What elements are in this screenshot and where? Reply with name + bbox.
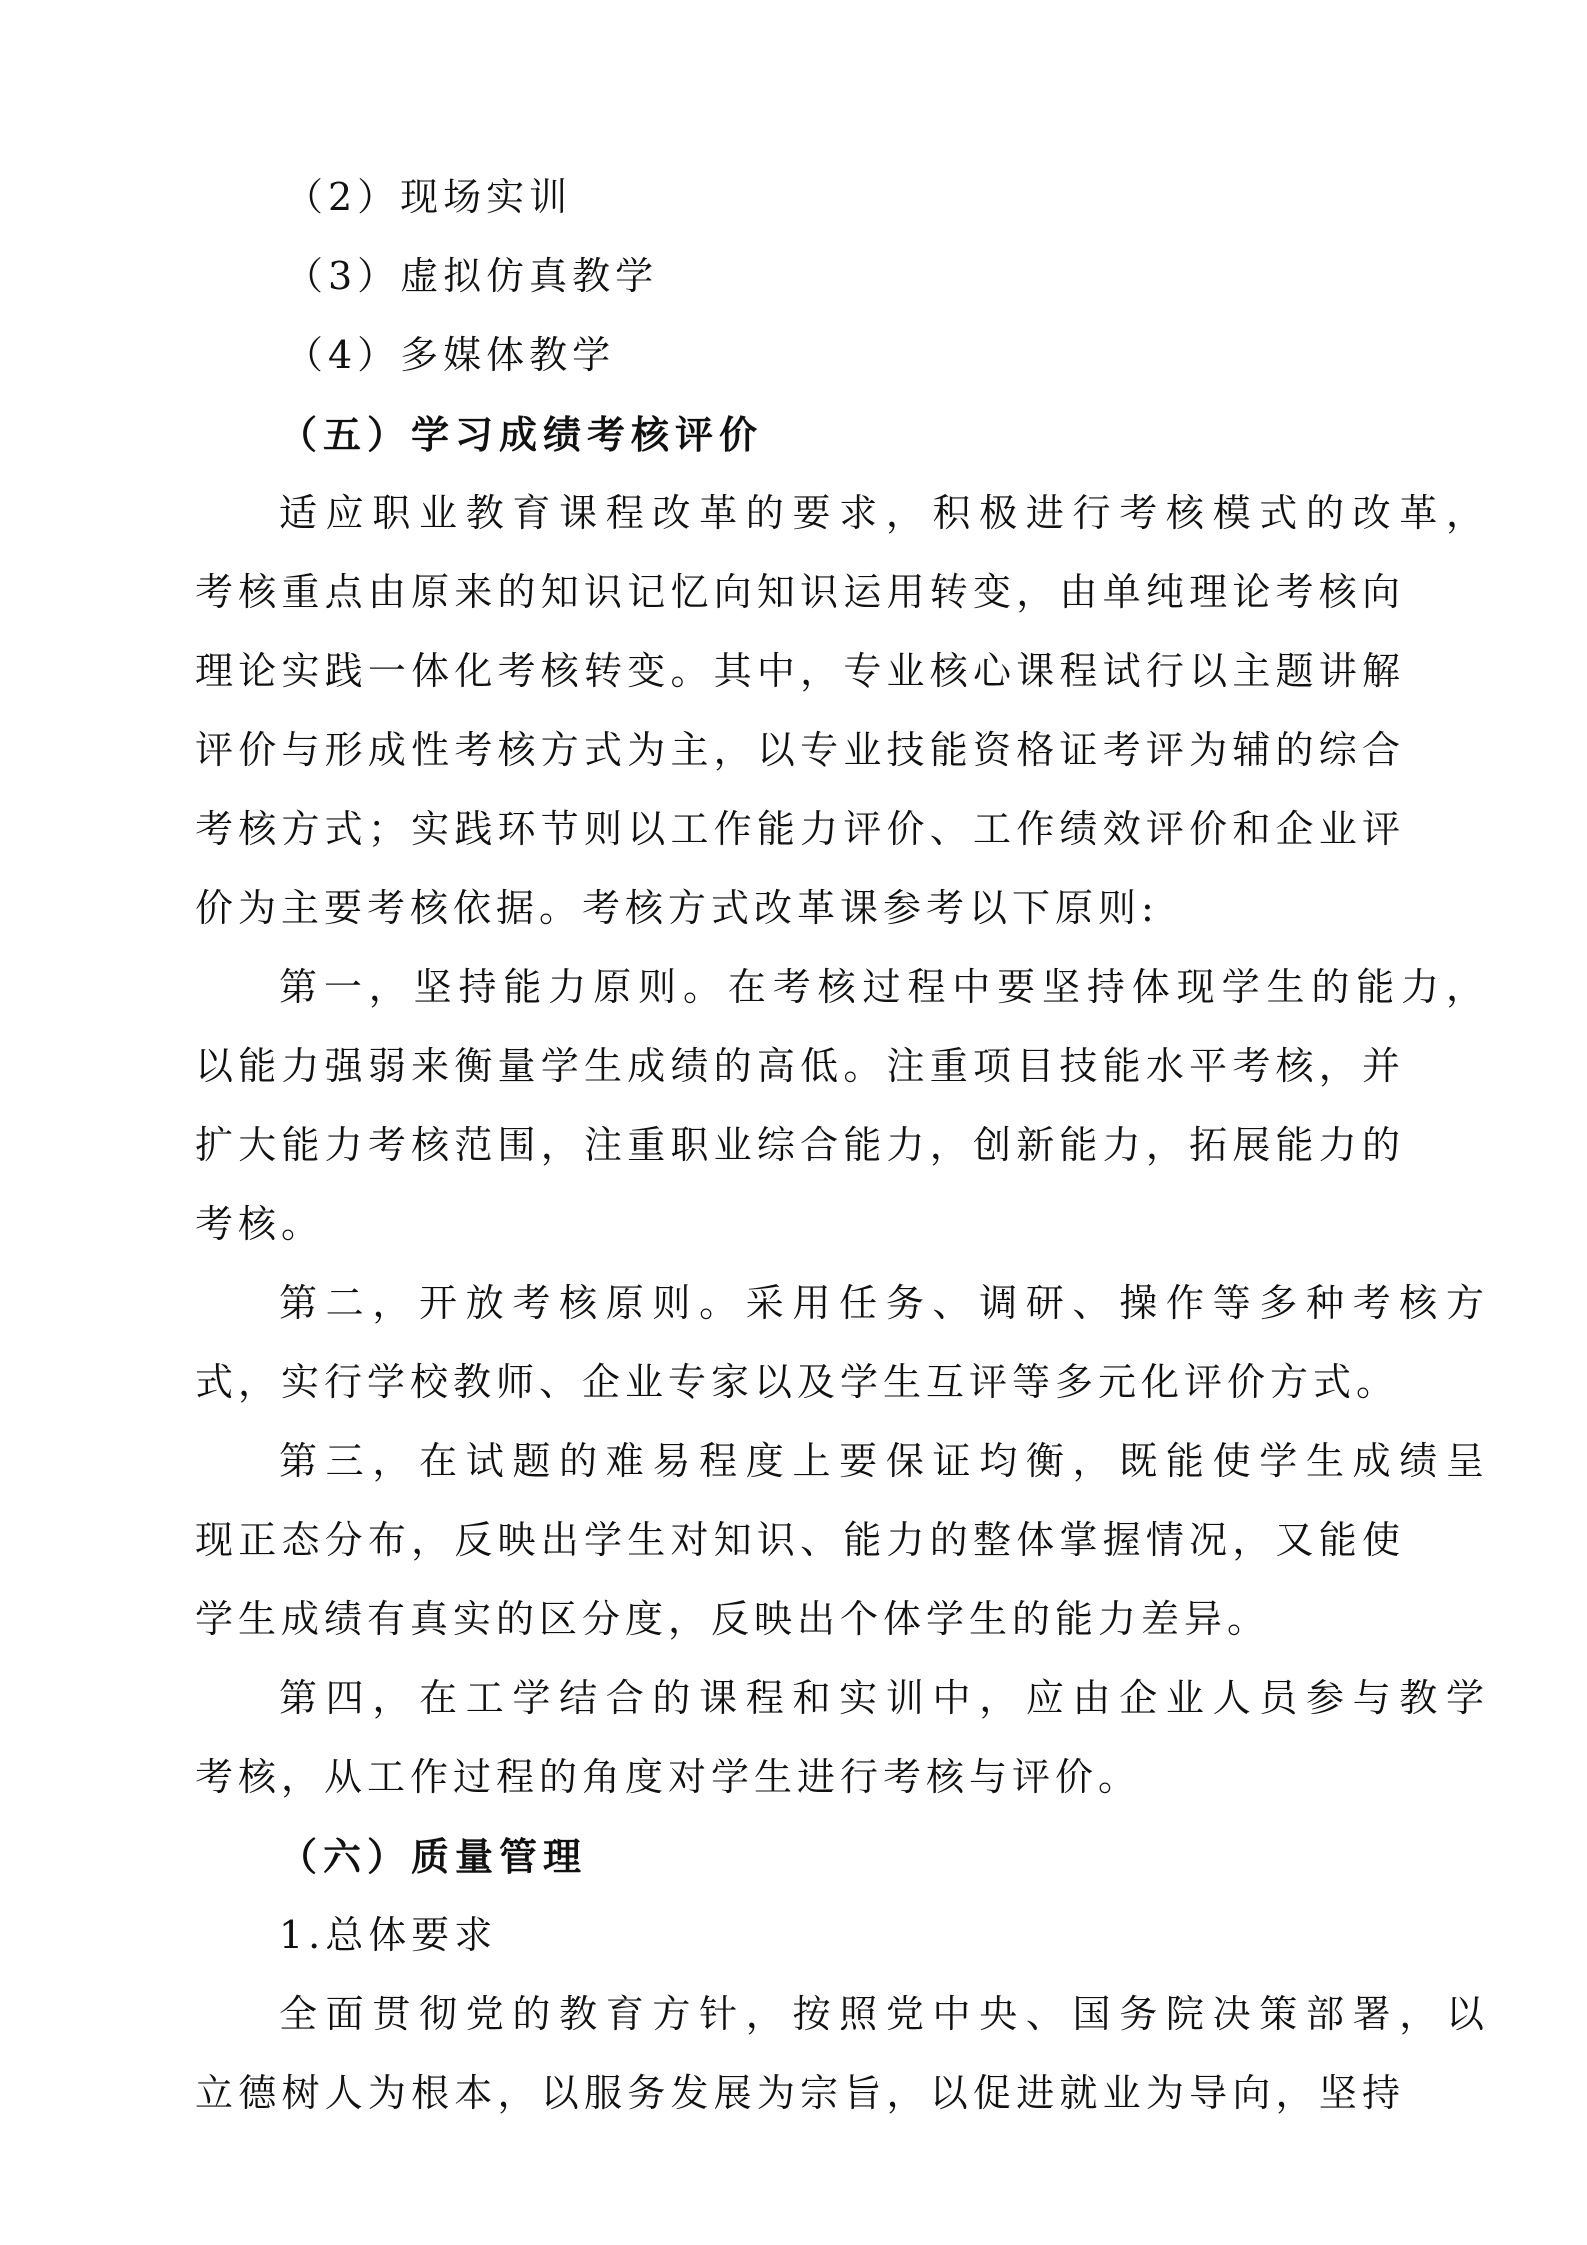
paragraph-line: 评价与形成性考核方式为主，以专业技能资格证考评为辅的综合 [195, 728, 1405, 772]
section-heading-assessment: （五）学习成绩考核评价 [279, 412, 764, 457]
subsection-heading-general-requirements: 1.总体要求 [279, 1913, 498, 1957]
principle-four-line: 第四，在工学结合的课程和实训中，应由企业人员参与教学 [279, 1676, 1489, 1720]
list-item-field-training: （2）现场实训 [285, 175, 573, 219]
paragraph-line: 考核方式；实践环节则以工作能力评价、工作绩效评价和企业评 [195, 807, 1405, 851]
paragraph-line: 理论实践一体化考核转变。其中，专业核心课程试行以主题讲解 [195, 649, 1405, 693]
list-item-multimedia: （4）多媒体教学 [285, 333, 616, 377]
document-body [195, 158, 1489, 2133]
paragraph-line: 考核重点由原来的知识记忆向知识运用转变，由单纯理论考核向 [195, 570, 1405, 614]
principle-three-line: 现正态分布，反映出学生对知识、能力的整体掌握情况，又能使 [195, 1518, 1405, 1562]
principle-one-line: 第一，坚持能力原则。在考核过程中要坚持体现学生的能力， [279, 965, 1489, 1009]
list-item-virtual-simulation: （3）虚拟仿真教学 [285, 254, 659, 298]
principle-four-line: 考核，从工作过程的角度对学生进行考核与评价。 [195, 1755, 1142, 1799]
paragraph-line: 适应职业教育课程改革的要求，积极进行考核模式的改革， [279, 491, 1489, 535]
paragraph-line: 立德树人为根本，以服务发展为宗旨，以促进就业为导向，坚持 [195, 2071, 1405, 2115]
section-heading-quality-management: （六）质量管理 [279, 1834, 588, 1879]
principle-two-line: 第二，开放考核原则。采用任务、调研、操作等多种考核方 [279, 1281, 1489, 1325]
paragraph-line: 全面贯彻党的教育方针，按照党中央、国务院决策部署，以 [279, 1992, 1489, 2036]
principle-one-line: 以能力强弱来衡量学生成绩的高低。注重项目技能水平考核，并 [195, 1044, 1405, 1088]
principle-one-line: 考核。 [195, 1202, 325, 1246]
principle-three-line: 第三，在试题的难易程度上要保证均衡，既能使学生成绩呈 [279, 1439, 1489, 1483]
principle-one-line: 扩大能力考核范围，注重职业综合能力，创新能力，拓展能力的 [195, 1123, 1405, 1167]
paragraph-line: 价为主要考核依据。考核方式改革课参考以下原则: [195, 886, 1159, 930]
principle-three-line: 学生成绩有真实的区分度，反映出个体学生的能力差异。 [195, 1597, 1271, 1641]
principle-two-line: 式，实行学校教师、企业专家以及学生互评等多元化评价方式。 [195, 1360, 1400, 1404]
